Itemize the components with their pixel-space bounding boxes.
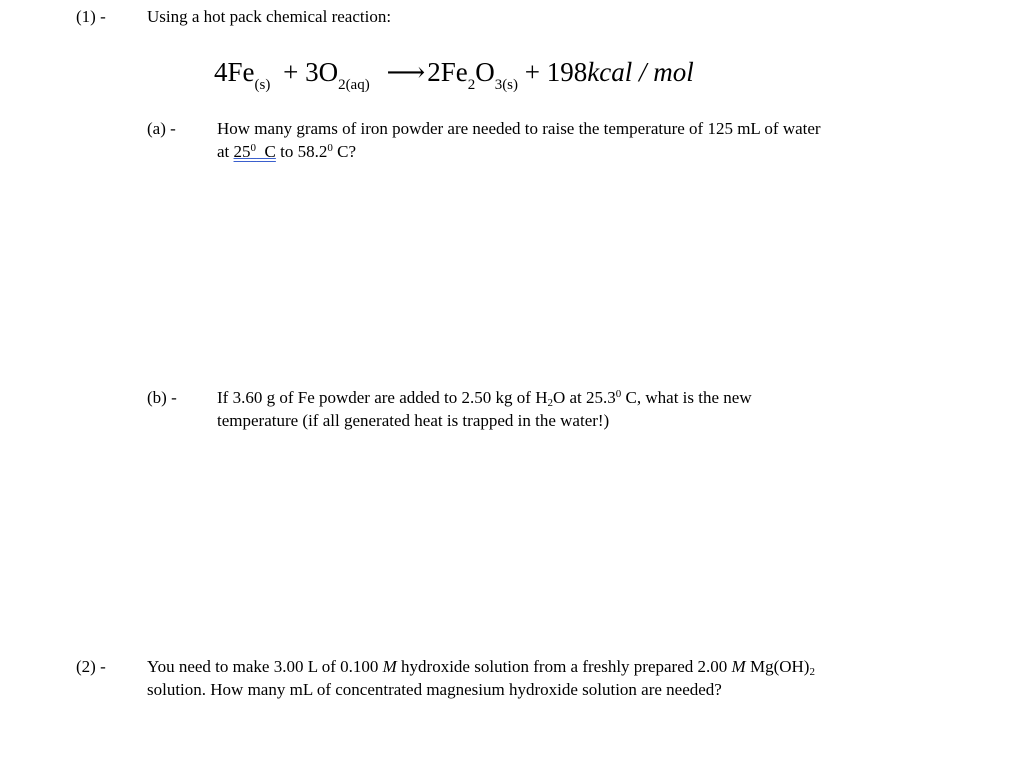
question-2-line-2: solution. How many mL of concentrated magnesium hydroxide solution are needed? bbox=[147, 680, 722, 699]
question-2-line-1-c: Mg(OH) bbox=[745, 657, 810, 676]
molarity-symbol-1: M bbox=[382, 657, 397, 676]
energy-unit: kcal / mol bbox=[587, 57, 694, 87]
plus-sign-1: + bbox=[283, 57, 299, 87]
product-iron-oxide-fe: 2Fe bbox=[427, 57, 468, 87]
part-b-line-1-mid: O at 25.3 bbox=[552, 388, 616, 407]
energy-value: 198 bbox=[546, 57, 588, 87]
part-b-line-1-end: C, what is the new bbox=[621, 388, 752, 407]
question-1-intro: Using a hot pack chemical reaction: bbox=[147, 7, 392, 26]
part-b-line-1-prefix: If 3.60 g of Fe powder are added to 2.50 kg of H bbox=[217, 388, 548, 407]
question-2-line-1 bbox=[147, 655, 815, 678]
chemical-equation bbox=[214, 52, 694, 92]
part-b-line-1 bbox=[217, 386, 752, 409]
temperature-initial-value: 25 bbox=[233, 142, 251, 161]
molarity-symbol-2: M bbox=[731, 657, 746, 676]
reactant-iron-state: (s) bbox=[254, 77, 271, 93]
part-a-line-1: How many grams of iron powder are needed to raise the temperature of 125 mL of water bbox=[217, 119, 821, 138]
question-2-number: (2) - bbox=[76, 657, 106, 676]
reactant-iron: 4Fe bbox=[214, 57, 255, 87]
part-a-line-2-mid: to 58.2 bbox=[275, 142, 328, 161]
part-a-line-2 bbox=[217, 140, 356, 163]
plus-sign-2: + bbox=[524, 57, 540, 87]
reaction-arrow-icon: ⟶ bbox=[386, 57, 426, 87]
product-state: 3(s) bbox=[494, 77, 519, 93]
part-a-label: (a) - bbox=[147, 119, 176, 138]
part-a-line-2-prefix: at bbox=[217, 142, 234, 161]
part-b-label: (b) - bbox=[147, 388, 177, 407]
hydroxide-subscript: 2 bbox=[809, 666, 815, 678]
part-b-line-2: temperature (if all generated heat is trapped in the water!) bbox=[217, 411, 610, 430]
product-iron-oxide-o: O bbox=[475, 57, 495, 87]
question-2-line-1-a: You need to make 3.00 L of 0.100 bbox=[147, 657, 383, 676]
question-1-number: (1) - bbox=[76, 7, 106, 26]
product-fe-subscript: 2 bbox=[467, 77, 476, 93]
reactant-oxygen-state: 2(aq) bbox=[338, 77, 370, 93]
water-subscript: 2 bbox=[547, 397, 553, 409]
degree-mark-3: 0 bbox=[615, 388, 622, 400]
degree-mark-2: 0 bbox=[327, 142, 333, 154]
temperature-initial bbox=[234, 142, 276, 161]
part-a-line-2-end: C? bbox=[332, 142, 356, 161]
degree-mark-1: 0 bbox=[250, 142, 257, 154]
question-2-line-1-b: hydroxide solution from a freshly prepared 2.00 bbox=[396, 657, 732, 676]
reactant-oxygen: 3O bbox=[305, 57, 339, 87]
temperature-initial-unit: C bbox=[256, 142, 276, 161]
